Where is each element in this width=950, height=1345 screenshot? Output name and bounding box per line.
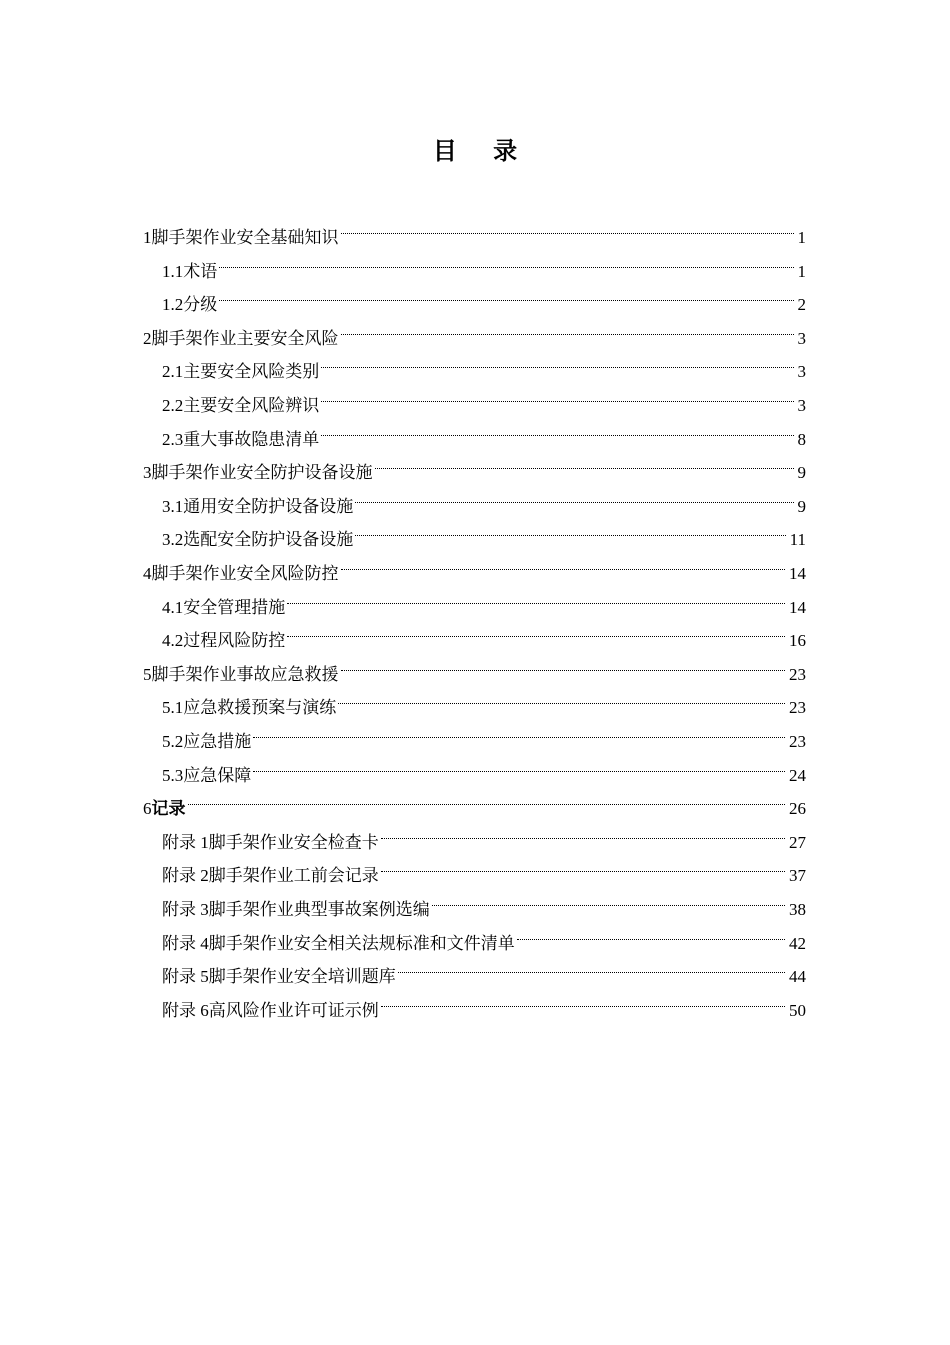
toc-entry-label: 主要安全风险类别 bbox=[183, 362, 320, 383]
toc-dot-leader bbox=[355, 512, 785, 545]
toc-entry[interactable] bbox=[162, 714, 806, 752]
toc-entry-page-number: 9 bbox=[797, 496, 806, 516]
toc-entry[interactable] bbox=[162, 680, 806, 719]
toc-entry[interactable] bbox=[162, 983, 806, 1021]
toc-dot-leader bbox=[381, 983, 785, 1016]
toc-dot-leader bbox=[253, 748, 785, 781]
toc-entry-number: 1.1 bbox=[162, 261, 184, 281]
toc-entry-page-number: 42 bbox=[789, 933, 806, 953]
toc-entry[interactable] bbox=[162, 244, 806, 282]
toc-entry-label: 高风险作业许可证示例 bbox=[208, 1000, 379, 1021]
toc-dot-leader bbox=[398, 949, 785, 982]
toc-entry-page-number: 2 bbox=[797, 295, 806, 315]
toc-entry-page-number: 44 bbox=[789, 967, 806, 987]
toc-entry-label: 脚手架作业主要安全风险 bbox=[151, 328, 339, 349]
toc-entry-label: 脚手架作业安全检查卡 bbox=[208, 832, 379, 853]
toc-entry-page-number: 26 bbox=[789, 799, 806, 819]
toc-entry[interactable] bbox=[162, 748, 806, 786]
toc-entry-page-number: 50 bbox=[789, 1000, 806, 1020]
toc-entry[interactable] bbox=[162, 916, 806, 954]
toc-entry-label: 安全管理措施 bbox=[183, 597, 286, 618]
toc-entry-number: 附录 2 bbox=[162, 866, 209, 886]
toc-entry-page-number: 3 bbox=[797, 396, 806, 415]
toc-entry-page-number: 14 bbox=[789, 597, 806, 617]
toc-entry-number: 5.2 bbox=[162, 732, 184, 751]
toc-entry[interactable] bbox=[162, 277, 806, 316]
toc-dot-leader bbox=[517, 916, 785, 949]
toc-entry-number: 1 bbox=[143, 228, 152, 247]
toc-entry-label: 脚手架作业事故应急救援 bbox=[151, 664, 339, 685]
toc-entry-number: 3.1 bbox=[162, 496, 184, 516]
toc-dot-leader bbox=[287, 613, 785, 646]
toc-dot-leader bbox=[355, 479, 793, 512]
toc-entry-label: 脚手架作业典型事故案例选编 bbox=[208, 900, 430, 920]
toc-entry[interactable] bbox=[143, 781, 806, 820]
toc-entry-page-number: 1 bbox=[797, 228, 806, 247]
toc-entry[interactable] bbox=[143, 210, 806, 248]
toc-entry-number: 2.3 bbox=[162, 429, 184, 449]
toc-entry-number: 5.1 bbox=[162, 698, 184, 718]
toc-entry[interactable] bbox=[162, 949, 806, 988]
toc-entry-number: 3 bbox=[143, 463, 152, 483]
toc-dot-leader bbox=[432, 882, 785, 915]
toc-entry-number: 5 bbox=[143, 664, 152, 684]
toc-entry-label: 脚手架作业安全培训题库 bbox=[208, 967, 396, 988]
toc-entry-page-number: 9 bbox=[797, 463, 806, 483]
toc-entry[interactable] bbox=[162, 580, 806, 618]
toc-entry-label: 脚手架作业安全相关法规标准和文件清单 bbox=[208, 933, 515, 954]
toc-entry[interactable] bbox=[162, 479, 806, 517]
toc-dot-leader bbox=[321, 412, 793, 445]
toc-entry-page-number: 27 bbox=[789, 832, 806, 852]
toc-entry-page-number: 24 bbox=[789, 765, 806, 785]
toc-entry[interactable] bbox=[162, 344, 806, 383]
toc-entry-number: 2.2 bbox=[162, 396, 184, 415]
toc-dot-leader bbox=[321, 378, 793, 411]
toc-entry-page-number: 38 bbox=[789, 900, 806, 919]
toc-entry-page-number: 3 bbox=[797, 328, 806, 348]
toc-entry[interactable] bbox=[162, 378, 806, 416]
toc-entry-page-number: 1 bbox=[797, 261, 806, 281]
toc-entry-page-number: 23 bbox=[789, 664, 806, 684]
toc-entry-number: 1.2 bbox=[162, 295, 184, 315]
toc-entry-number: 5.3 bbox=[162, 765, 184, 785]
toc-entry-label: 脚手架作业安全风险防控 bbox=[151, 564, 339, 584]
toc-entry-label: 应急保障 bbox=[183, 765, 252, 786]
toc-entry-page-number: 3 bbox=[797, 362, 806, 382]
toc-entry-page-number: 14 bbox=[789, 564, 806, 583]
toc-entry-label: 脚手架作业安全防护设备设施 bbox=[151, 463, 373, 484]
toc-entry-label: 分级 bbox=[183, 295, 218, 316]
toc-entry-label: 通用安全防护设备设施 bbox=[183, 496, 354, 517]
toc-dot-leader bbox=[219, 244, 793, 277]
toc-entry-label: 记录 bbox=[151, 799, 186, 820]
toc-entry-page-number: 11 bbox=[789, 530, 806, 550]
toc-entry-number: 4 bbox=[143, 564, 152, 583]
toc-entry-label: 主要安全风险辨识 bbox=[183, 396, 320, 416]
toc-entry-page-number: 37 bbox=[789, 866, 806, 886]
toc-entry-label: 应急救援预案与演练 bbox=[183, 698, 337, 719]
toc-entry[interactable] bbox=[162, 815, 806, 853]
toc-entry[interactable] bbox=[162, 512, 806, 551]
toc-dot-leader bbox=[341, 546, 786, 579]
toc-dot-leader bbox=[381, 815, 785, 848]
toc-entry-number: 附录 3 bbox=[162, 900, 209, 919]
toc-entry-label: 脚手架作业安全基础知识 bbox=[151, 228, 339, 248]
toc-entry-number: 附录 6 bbox=[162, 1000, 209, 1020]
toc-entry[interactable] bbox=[162, 882, 806, 920]
toc-entry-number: 附录 4 bbox=[162, 933, 209, 953]
toc-entry-page-number: 16 bbox=[789, 631, 806, 651]
toc-entry-number: 3.2 bbox=[162, 530, 184, 550]
toc-dot-leader bbox=[375, 445, 794, 478]
toc-entry-number: 4.2 bbox=[162, 631, 184, 651]
toc-dot-leader bbox=[287, 580, 785, 613]
toc-entry-label: 术语 bbox=[183, 261, 218, 282]
toc-entry-number: 4.1 bbox=[162, 597, 184, 617]
toc-entry-number: 2 bbox=[143, 328, 152, 348]
toc-entry[interactable] bbox=[162, 848, 806, 887]
toc-entry-label: 脚手架作业工前会记录 bbox=[208, 866, 379, 887]
page-title: 目 录 bbox=[432, 137, 532, 165]
toc-entry[interactable] bbox=[162, 412, 806, 450]
toc-entry-number: 6 bbox=[143, 799, 152, 819]
toc-dot-leader bbox=[381, 848, 785, 881]
toc-entry-label: 应急措施 bbox=[183, 732, 252, 752]
toc-entry[interactable] bbox=[143, 445, 806, 484]
toc-entry-page-number: 8 bbox=[797, 429, 806, 449]
toc-entry-label: 重大事故隐患清单 bbox=[183, 429, 320, 450]
toc-dot-leader bbox=[188, 781, 786, 814]
toc-entry[interactable] bbox=[143, 546, 806, 584]
toc-dot-leader bbox=[338, 680, 785, 713]
toc-entry-page-number: 23 bbox=[789, 732, 806, 751]
toc-entry[interactable] bbox=[143, 647, 806, 685]
toc-dot-leader bbox=[341, 210, 794, 243]
toc-dot-leader bbox=[341, 311, 794, 344]
toc-dot-leader bbox=[321, 344, 793, 377]
toc-entry[interactable] bbox=[143, 311, 806, 349]
toc-entry-number: 附录 1 bbox=[162, 832, 209, 852]
toc-entry-number: 2.1 bbox=[162, 362, 184, 382]
toc-entry-label: 选配安全防护设备设施 bbox=[183, 530, 354, 551]
toc-entry-number: 附录 5 bbox=[162, 967, 209, 987]
toc-entry[interactable] bbox=[162, 613, 806, 652]
toc-entry-label: 过程风险防控 bbox=[183, 631, 286, 652]
toc-dot-leader bbox=[341, 647, 786, 680]
toc-entry-page-number: 23 bbox=[789, 698, 806, 718]
toc-dot-leader bbox=[253, 714, 785, 747]
toc-dot-leader bbox=[219, 277, 793, 310]
